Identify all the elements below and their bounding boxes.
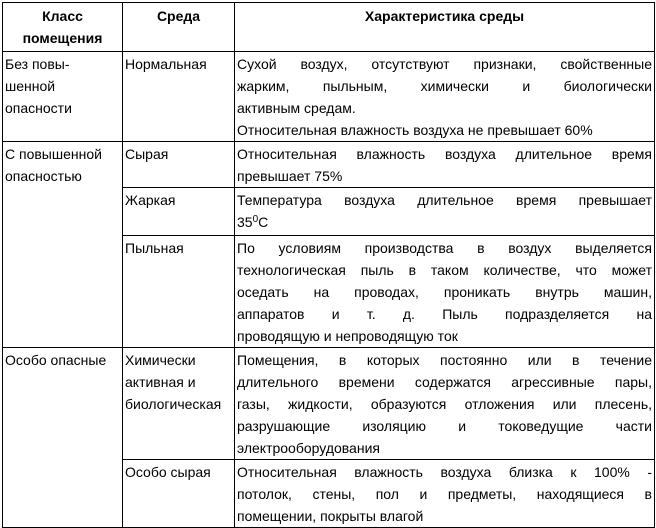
temperature-value: 35: [237, 214, 253, 230]
characteristic-line: Относительная влажность воздуха не превышает 60%: [237, 122, 593, 138]
characteristic-cell: [235, 188, 655, 236]
characteristic-line: оседать на проводах, проникать внутрь машин,: [237, 284, 652, 300]
characteristic-line: Помещения, в которых постоянно или в течение: [237, 352, 652, 368]
characteristic-line: Относительная влажность воздуха близка к 100% -: [237, 464, 652, 480]
characteristic-line: активным средам.: [237, 100, 356, 116]
characteristic-line: помещении, покрыты влагой: [237, 508, 424, 524]
environment-classification-table: [2, 2, 655, 528]
header-row: [3, 3, 655, 52]
characteristic-line: газы, жидкости, образуются отложения или плесень,: [237, 396, 652, 412]
environment-name: активная и: [125, 374, 196, 390]
class-cell: [3, 348, 123, 528]
environment-name: Химически: [125, 352, 196, 368]
table-row: [3, 142, 655, 188]
environment-cell: [123, 236, 235, 348]
characteristic-line: Температура воздуха длительное время превышает: [237, 192, 652, 208]
class-line: опасностью: [5, 168, 82, 184]
environment-name: Пыльная: [125, 240, 184, 256]
header-characteristic: Характеристика среды: [235, 3, 655, 52]
class-cell: [3, 52, 123, 142]
characteristic-cell: [235, 52, 655, 142]
temperature-unit: С: [258, 214, 269, 230]
environment-cell: [123, 142, 235, 188]
class-line: Особо опасные: [5, 352, 107, 368]
class-line: опасности: [5, 100, 72, 116]
characteristic-line: аппаратов и т. д. Пыль подразделяется на: [237, 306, 652, 322]
header-class-line2: помещения: [22, 30, 103, 46]
environment-cell: [123, 348, 235, 460]
class-line: шенной: [5, 78, 56, 94]
characteristic-line: Сухой воздух, отсутствуют признаки, свойственные: [237, 56, 652, 72]
environment-cell: [123, 460, 235, 528]
characteristic-cell: [235, 142, 655, 188]
characteristic-cell: [235, 460, 655, 528]
header-class-line1: Класс: [42, 8, 83, 24]
degree-superscript: 0: [252, 214, 259, 225]
characteristic-line: длительного времени содержатся агрессивные пары,: [237, 374, 652, 390]
environment-cell: [123, 52, 235, 142]
characteristic-line: Относительная влажность воздуха длительное время: [237, 146, 652, 162]
environment-name: Сырая: [125, 146, 169, 162]
class-line: С повышенной: [5, 146, 102, 162]
characteristic-cell: [235, 236, 655, 348]
characteristic-line: разрушающие изоляцию и токоведущие части: [237, 418, 652, 434]
header-class: [3, 3, 123, 52]
header-environment: Среда: [123, 3, 235, 52]
characteristic-line: проводящую и непроводящую ток: [237, 328, 458, 344]
environment-name: биологическая: [125, 396, 222, 412]
characteristic-line: технологическая пыль в таком количестве, что может: [237, 262, 652, 278]
characteristic-line: потолок, стены, пол и предметы, находящиеся в: [237, 486, 652, 502]
table-row: [3, 52, 655, 142]
environment-name: Особо сырая: [125, 464, 211, 480]
characteristic-cell: [235, 348, 655, 460]
class-line: Без повы-: [5, 56, 70, 72]
class-cell: [3, 142, 123, 348]
characteristic-line: электрооборудования: [237, 440, 380, 456]
environment-name: Жаркая: [125, 192, 176, 208]
temperature-line: [237, 211, 652, 233]
characteristic-line: превышает 75%: [237, 168, 343, 184]
table-row: [3, 348, 655, 460]
environment-cell: [123, 188, 235, 236]
environment-name: Нормальная: [125, 56, 207, 72]
characteristic-line: По условиям производства в воздух выделяется: [237, 240, 652, 256]
characteristic-line: жарким, пыльным, химически и биологически: [237, 78, 652, 94]
